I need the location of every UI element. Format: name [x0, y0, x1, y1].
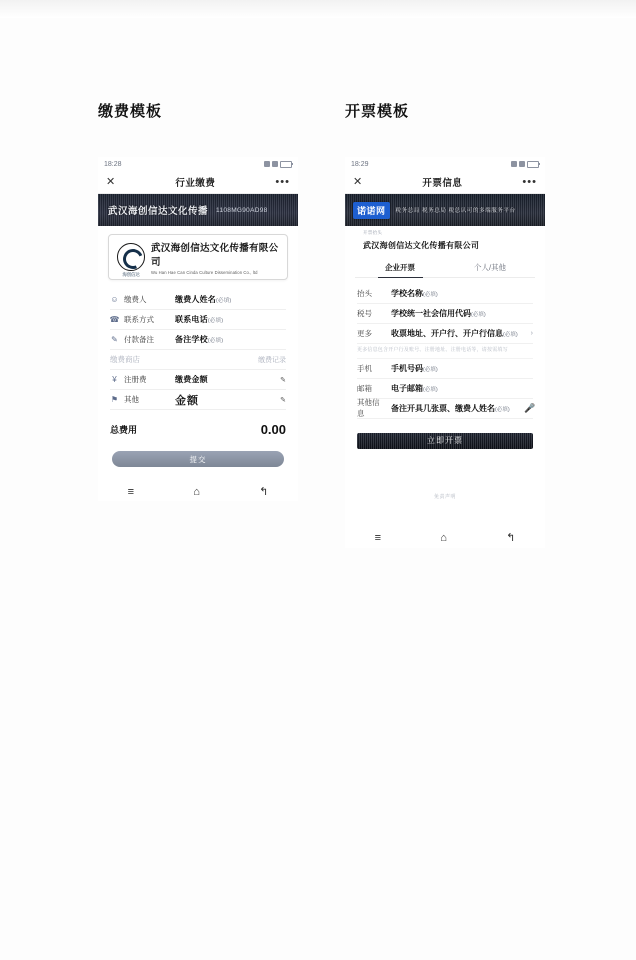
invoice-banner: [345, 194, 545, 226]
field-value-text: 联系电话: [175, 315, 208, 324]
back-icon[interactable]: ↰: [259, 485, 269, 498]
form-row-contact[interactable]: [110, 310, 286, 330]
payment-form: [110, 290, 286, 410]
form-row-email[interactable]: [357, 379, 533, 399]
form-hint-text: 更多信息包含开户行及账号、注册地址、注册电话等，请按需填写: [357, 344, 533, 359]
wifi-icon: [264, 161, 270, 167]
field-label: 邮箱: [357, 383, 372, 393]
more-icon[interactable]: •••: [522, 175, 537, 188]
system-nav-left: [98, 483, 298, 501]
field-required: (必填): [503, 332, 518, 338]
field-label: 注册费: [124, 375, 147, 384]
menu-icon[interactable]: ≡: [374, 532, 382, 544]
field-label: 缴费人: [124, 295, 147, 304]
field-value: [391, 403, 518, 414]
tag-icon: ⚑: [110, 395, 119, 404]
field-required: (必填): [423, 386, 438, 393]
company-card: [108, 234, 288, 280]
status-bar-right: [345, 157, 545, 171]
company-name-en: Wu Han Hae Can Cinda Culture Dissemination Co., ltd: [151, 269, 258, 275]
form-row-store[interactable]: [110, 350, 286, 370]
brand-logo: 诺诺网: [353, 202, 390, 219]
status-icons: [511, 161, 539, 168]
field-value: [175, 314, 286, 325]
total-label: 总费用: [110, 425, 138, 435]
form-row-mobile[interactable]: [357, 359, 533, 379]
phone-icon: ☎: [109, 315, 120, 324]
wifi-icon: [511, 161, 517, 167]
back-icon[interactable]: ↰: [506, 532, 516, 544]
invoice-header-card: [355, 226, 535, 256]
field-required: (必填): [207, 338, 224, 344]
form-row-other-fee[interactable]: [110, 390, 286, 410]
field-label: 付款备注: [124, 335, 154, 344]
total-row: [110, 422, 286, 437]
form-row-title[interactable]: [357, 284, 533, 304]
field-label: 其他信息: [357, 398, 380, 418]
status-time: 18:28: [104, 160, 122, 168]
payment-records-link[interactable]: 缴费记录: [258, 356, 286, 364]
status-time: 18:29: [351, 160, 369, 168]
field-label: 联系方式: [124, 315, 154, 324]
close-icon[interactable]: ✕: [353, 175, 363, 188]
system-nav-right: [345, 530, 545, 548]
field-value-text: 学校统一社会信用代码: [391, 309, 471, 318]
home-icon[interactable]: ⌂: [440, 532, 447, 544]
field-value-text: 缴费人姓名: [175, 295, 216, 304]
field-value-text: 手机号码: [391, 363, 423, 373]
scan-edge: [0, 0, 636, 18]
invoice-header-label: 开票抬头: [363, 230, 383, 235]
logo-caption: 海创信达: [122, 272, 140, 277]
issue-invoice-button[interactable]: 立即开票: [357, 433, 533, 449]
field-value-text: 学校名称: [391, 289, 423, 298]
merchant-name: 武汉海创信达文化传播: [108, 206, 209, 217]
field-label: 税号: [357, 309, 372, 318]
page-title: 行业缴费: [175, 178, 216, 189]
field-value: [391, 363, 533, 374]
form-row-taxid[interactable]: [357, 304, 533, 324]
more-icon[interactable]: •••: [275, 175, 290, 188]
field-label: 其他: [124, 395, 139, 404]
form-row-other-info[interactable]: [357, 398, 536, 419]
disclaimer-text: 免责声明: [433, 493, 456, 500]
field-value: [391, 288, 533, 299]
field-value: [175, 334, 286, 345]
merchant-code: 1108MG90AD98: [216, 206, 268, 214]
form-row-more[interactable]: [357, 324, 533, 344]
field-value: 金额: [175, 394, 199, 407]
edit-icon[interactable]: ✎: [280, 376, 286, 384]
field-label: 手机: [357, 363, 372, 373]
signal-icon: [519, 161, 525, 167]
field-value-text: 电子邮箱: [391, 383, 423, 393]
panel-title-right: 开票模板: [345, 103, 410, 120]
field-required: (必填): [471, 312, 486, 318]
menu-icon[interactable]: ≡: [127, 485, 135, 498]
field-required: (必填): [423, 366, 438, 373]
battery-icon: [527, 161, 539, 168]
invoice-type-tabs: [355, 258, 535, 278]
invoice-template-panel: [345, 100, 545, 548]
field-value-text: 备注学校: [175, 335, 208, 344]
money-icon: ¥: [112, 375, 117, 384]
merchant-banner: [98, 194, 298, 226]
field-value: [391, 328, 525, 339]
invoice-form: [357, 284, 536, 419]
app-navbar-left: [98, 171, 298, 194]
status-icons: [264, 161, 292, 168]
field-required: (必填): [207, 318, 224, 324]
field-label: 更多: [357, 329, 372, 338]
field-value-text: 备注开具几张票、缴费人姓名: [391, 403, 495, 413]
company-name-cn: 武汉海创信达文化传播有限公司: [151, 242, 279, 268]
phone-screenshot-right: [345, 157, 545, 548]
submit-button[interactable]: 提交: [112, 451, 284, 467]
field-required: (必填): [216, 298, 232, 304]
page-title: 开票信息: [422, 178, 463, 189]
panel-title-left: 缴费模板: [98, 103, 163, 120]
field-value: [175, 294, 286, 305]
form-row-registration-fee[interactable]: [110, 370, 286, 390]
field-value: [391, 383, 533, 394]
field-value: 缴费金额: [175, 375, 208, 384]
company-card-text: [151, 240, 279, 275]
field-required: (必填): [495, 406, 510, 413]
form-row-remark[interactable]: [110, 330, 286, 350]
microphone-icon[interactable]: 🎤: [524, 402, 536, 413]
company-logo-icon: [117, 243, 145, 277]
invoice-header-name: 武汉海创信达文化传播有限公司: [363, 241, 480, 250]
field-label: 缴费商店: [110, 355, 140, 364]
app-navbar-right: [345, 171, 545, 194]
edit-icon[interactable]: ✎: [280, 396, 286, 404]
payment-template-panel: [98, 100, 298, 501]
brand-tagline: 税务总局 税务总局 税总认可的多端服务平台: [395, 208, 516, 214]
note-icon: ✎: [111, 335, 118, 344]
close-icon[interactable]: ✕: [106, 175, 116, 188]
field-label: 抬头: [357, 289, 372, 298]
phone-screenshot-left: [98, 157, 298, 501]
field-required: (必填): [423, 292, 438, 298]
chevron-right-icon[interactable]: ›: [530, 330, 533, 337]
status-bar-left: [98, 157, 298, 171]
person-icon: ☺: [110, 295, 119, 304]
signal-icon: [272, 161, 278, 167]
battery-icon: [280, 161, 292, 168]
tab-personal[interactable]: 个人/其他: [473, 263, 507, 272]
field-value: [391, 308, 533, 319]
field-value-text: 收票地址、开户行、开户行信息: [391, 329, 503, 338]
home-icon[interactable]: ⌂: [193, 485, 200, 498]
form-row-payer[interactable]: [110, 290, 286, 310]
tab-enterprise[interactable]: 企业开票: [355, 258, 445, 277]
total-amount: 0.00: [260, 422, 286, 437]
